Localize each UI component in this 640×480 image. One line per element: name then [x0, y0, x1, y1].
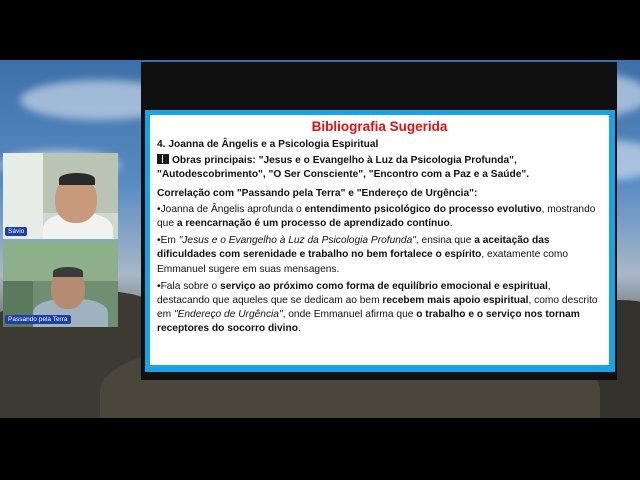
correlation-heading: Correlação com "Passando pela Terra" e "Endereço de Urgência": [157, 187, 478, 199]
participant-name: Passando pela Terra [5, 315, 71, 324]
book-icon [157, 154, 169, 164]
bullet-3: •Fala sobre o serviço ao próximo como forma de equilíbrio emocional e espiritual, destacando que aqueles que se dedicam ao bem recebem mais apoio espiritual, como descrito em "Endereço de Urgência", onde Emmanuel afirma que o trabalho e o serviço nos tornam receptores do socorro divino. [157, 280, 598, 335]
slide-body [157, 138, 605, 339]
works-list: Obras principais: "Jesus e o Evangelho à Luz da Psicologia Profunda", "Autodescobrimento", "O Ser Consciente", "Encontro com a Paz e a Saúde". [157, 155, 530, 181]
participant-video-savio[interactable] [3, 153, 118, 239]
slide-title: Bibliografia Sugerida [311, 119, 448, 134]
participant-name: Sávio [5, 227, 27, 236]
section-heading: 4. Joanna de Ângelis e a Psicologia Espiritual [157, 139, 379, 150]
bullet-1: •Joanna de Ângelis aprofunda o entendimento psicológico do processo evolutivo, mostrando que a reencarnação é um processo de aprendizado contínuo. [157, 203, 596, 230]
bullet-2: •Em "Jesus e o Evangelho à Luz da Psicologia Profunda", ensina que a aceitação das dificuldades com serenidade e trabalho no bem fortalece o espírito, exatamente como Emmanuel sugere em suas mensagens. [157, 235, 569, 275]
participant-video-passando-pela-terra[interactable] [3, 241, 118, 327]
